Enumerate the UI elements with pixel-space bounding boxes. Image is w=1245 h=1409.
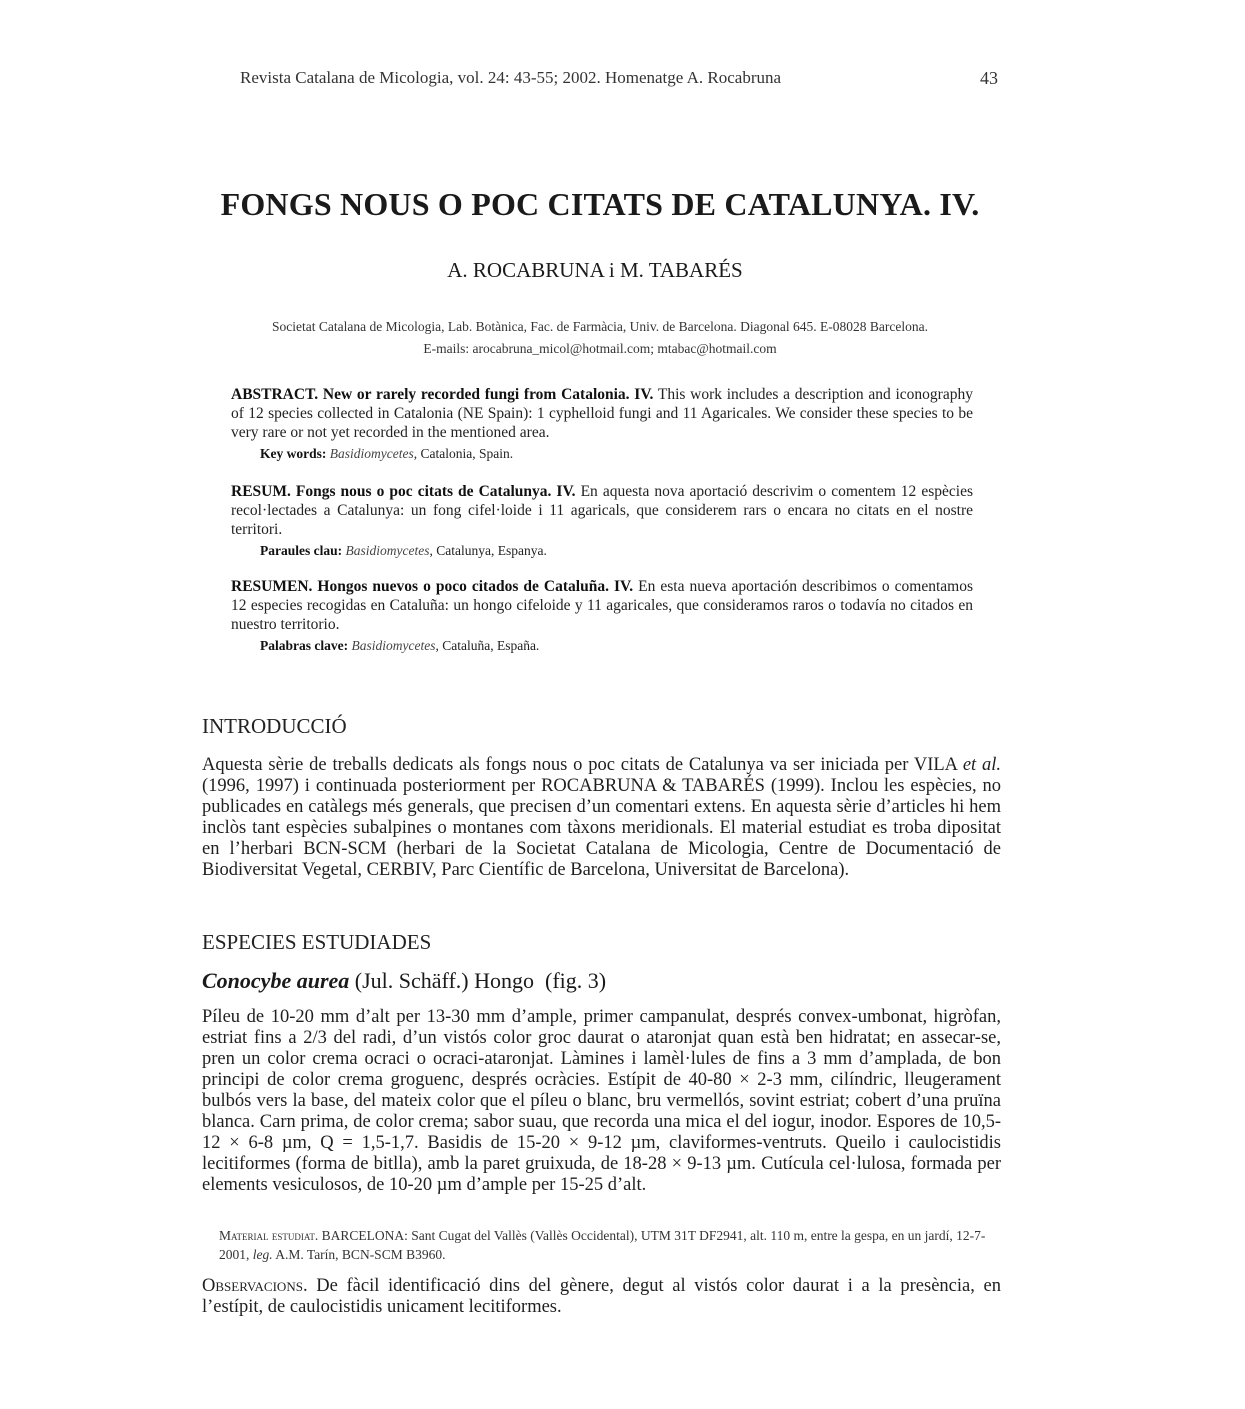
keywords-label: Palabras clave: [260, 638, 349, 653]
page-number: 43 [980, 68, 998, 88]
introduccio-paragraph [202, 755, 1001, 881]
resumen-heading: RESUMEN. Hongos nuevos o poco citados de Cataluña. IV. [231, 578, 634, 595]
material-text-a: BARCELONA: Sant Cugat del Vallès (Vallès Occidental), UTM 31T DF2941, alt. 110 m, entre la gespa, en un jardí, 12-7-2001, [219, 1228, 986, 1262]
journal-citation: Revista Catalana de Micologia, vol. 24: 43-55; 2002. Homenatge A. Rocabruna [240, 68, 782, 87]
authors: A. ROCABRUNA i M. TABARÉS [447, 258, 743, 282]
material-studied [219, 1226, 987, 1264]
material-text-b: A.M. Tarín, BCN-SCM B3960. [272, 1247, 446, 1262]
species-name: Conocybe aurea [202, 968, 350, 993]
species-fig: (fig. 3) [545, 968, 607, 993]
section-heading-especies: ESPECIES ESTUDIADES [202, 930, 432, 954]
resum-keywords [231, 541, 973, 560]
observ-text: De fàcil identificació dins del gènere, degut al vistós color daurat i a la presència, en l’estípit, de caulocistidis unicament lecitiformes. [202, 1276, 1001, 1317]
keywords-label: Key words: [260, 446, 327, 461]
resum-paragraph [231, 482, 973, 539]
resum-block [231, 482, 973, 560]
species-heading [202, 968, 606, 994]
keywords-rest: , Cataluña, España. [435, 638, 540, 653]
material-label: Material estudiat. [219, 1228, 319, 1243]
keywords-italic: Basidiomycetes [329, 446, 414, 461]
material-leg: leg. [252, 1247, 273, 1262]
resumen-block [231, 577, 973, 655]
observations-paragraph [202, 1276, 1001, 1318]
resumen-text: En esta nueva aportación describimos o comentamos 12 especies recogidas en Cataluña: un hongo cifeloide y 11 agaricales, que consideramos raros o todavía no citados en nuestro territorio. [231, 578, 974, 633]
intro-text-b: (1996, 1997) i continuada posteriorment per ROCABRUNA & TABARÉS (1999). Inclou les espècies, no publicades en catàlegs més generals, que precisen d’un comentari extens. En aquesta sèrie d’articles hi hem inclòs tant espècies subalpines o montanes com tàxons meridionals. El material estudiat es troba dipositat en l’herbari BCN-SCM (herbari de la Societat Catalana de Micologia, Centre de Documentació de Biodiversitat Vegetal, CERBIV, Parc Científic de Barcelona, Universitat de Barcelona). [202, 776, 1001, 880]
keywords-italic: Basidiomycetes [351, 638, 436, 653]
intro-text-a: Aquesta sèrie de treballs dedicats als fongs nous o poc citats de Catalunya va ser iniciada per VILA [202, 755, 963, 775]
abstract-heading: ABSTRACT. New or rarely recorded fungi from Catalonia. IV. [231, 386, 654, 403]
resum-heading: RESUM. Fongs nous o poc citats de Catalunya. IV. [231, 483, 576, 500]
resumen-keywords [231, 636, 973, 655]
resum-text: En aquesta nova aportació descrivim o comentem 12 espècies recol·lectades a Catalunya: un fong cifel·loide i 11 agaricals, que considerem rars o encara no citats en el nostre territori. [231, 483, 973, 538]
affiliation [0, 316, 1200, 360]
affiliation-emails: E-mails: arocabruna_micol@hotmail.com; mtabac@hotmail.com [423, 341, 777, 356]
abstract-paragraph [231, 385, 973, 442]
resumen-paragraph [231, 577, 973, 634]
keywords-rest: , Catalunya, Espanya. [429, 543, 547, 558]
species-author: (Jul. Schäff.) Hongo [349, 968, 534, 993]
abstract-text: This work includes a description and iconography of 12 species collected in Catalonia (NE Spain): 1 cyphelloid fungi and 11 Agaricales. We consider these species to be very rare or not yet recorded in the mentioned area. [231, 386, 973, 441]
keywords-label: Paraules clau: [260, 543, 343, 558]
keywords-italic: Basidiomycetes [345, 543, 430, 558]
abstract-keywords [231, 444, 973, 463]
affiliation-address: Societat Catalana de Micologia, Lab. Botànica, Fac. de Farmàcia, Univ. de Barcelona. Diagonal 645. E-08028 Barcelona. [272, 319, 928, 334]
abstract-block [231, 385, 973, 463]
intro-etal: et al. [962, 755, 1001, 775]
section-heading-introduccio: INTRODUCCIÓ [202, 714, 347, 738]
keywords-rest: , Catalonia, Spain. [413, 446, 514, 461]
paper-title: FONGS NOUS O POC CITATS DE CATALUNYA. IV. [220, 186, 980, 222]
species-description: Píleu de 10-20 mm d’alt per 13-30 mm d’ample, primer campanulat, després convex-umbonat, higròfan, estriat fins a 2/3 del radi, d’un vistós color groc daurat o ataronjat quan està ben hidratat; en assecar-se, pren un color crema ocraci o ocraci-ataronjat. Làmines i lamèl·lules de fins a 3 mm d’amplada, de bon principi de color crema groguenc, després ocràcies. Estípit de 40-80 × 2-3 mm, cilíndric, lleugerament bulbós vers la base, del mateix color que el píleu o blanc, bru vermellós, sovint estriat; cobert d’una pruïna blanca. Carn prima, de color crema; sabor suau, que recorda una mica el del iogur, inodor. Espores de 10,5-12 × 6-8 µm, Q = 1,5-1,7. Basidis de 15-20 × 9-12 µm, claviformes-ventruts. Queilo i caulocistidis lecitiformes (forma de bitlla), amb la paret gruixuda, de 18-28 × 9-13 µm. Cutícula cel·lulosa, formada per elements vesiculosos, de 10-20 µm d’ample per 15-25 d’alt. [202, 1007, 1001, 1195]
observ-label: Observacions. [202, 1276, 308, 1296]
